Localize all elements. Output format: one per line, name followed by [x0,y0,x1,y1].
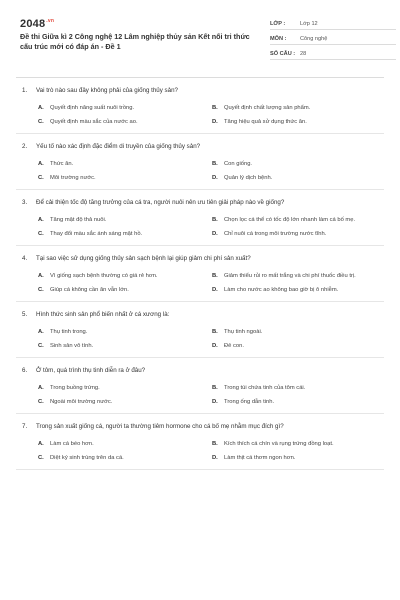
option-text: Chỉ nuôi cá trong môi trường nước tĩnh. [224,230,327,237]
option-letter: B. [212,217,218,223]
answer-option[interactable] [212,272,384,281]
header-divider [16,77,384,78]
options-grid [16,440,384,462]
option-text: Thay đổi màu sắc ánh sáng mặt hồ. [50,230,143,237]
options-grid [16,216,384,238]
option-letter: C. [38,342,44,349]
answer-option[interactable] [38,342,210,351]
answer-option[interactable] [212,328,384,337]
answer-option[interactable] [38,118,210,127]
answer-option[interactable] [212,118,384,127]
answer-option[interactable] [38,272,210,281]
question-text [16,254,384,263]
answer-option[interactable] [212,230,384,239]
logo-suffix: .vn [46,18,55,25]
question-text [16,198,384,207]
question-number: 3. [22,199,28,206]
option-letter: A. [38,385,44,391]
option-text: Trong túi chứa tinh của tôm cái. [224,385,306,391]
question-stem: Vai trò nào sau đây không phải của giống thủy sản? [36,87,178,94]
question-text [16,366,384,375]
option-text: Thụ tinh trong. [50,329,88,335]
option-text: Giảm thiểu rủi ro mất trắng và chi phí thuốc điều trị. [224,273,356,279]
option-letter: D. [212,118,218,125]
question-stem: Trong sản xuất giống cá, người ta thường tiêm hormone cho cá bố mẹ nhằm mục đích gì? [36,423,284,430]
answer-option[interactable] [212,160,384,169]
question-text [16,86,384,95]
options-grid [16,328,384,350]
answer-option[interactable] [38,104,210,113]
meta-value: 28 [300,50,307,57]
option-letter: B. [212,273,218,279]
exam-title: Đề thi Giữa kì 2 Công nghệ 12 Lâm nghiệp thủy sản Kết nối tri thức cấu trúc mới có đáp án - Đề 1 [20,32,250,51]
option-text: Thụ tinh ngoài. [224,329,263,335]
question-item [16,366,384,414]
answer-option[interactable] [38,174,210,183]
question-item [16,142,384,190]
option-letter: D. [212,286,218,293]
option-letter: C. [38,454,44,461]
question-number: 7. [22,423,28,430]
meta-key: LỚP : [270,20,286,27]
option-letter: C. [38,398,44,405]
question-stem: Tại sao việc sử dụng giống thủy sản sạch bệnh lại giúp giảm chi phí sản xuất? [36,255,251,262]
option-letter: A. [38,329,44,335]
question-stem: Ở tôm, quá trình thụ tinh diễn ra ở đâu? [36,367,146,374]
option-letter: B. [212,105,218,111]
question-item [16,422,384,470]
answer-option[interactable] [38,160,210,169]
answer-option[interactable] [212,174,384,183]
question-number: 2. [22,143,28,150]
answer-option[interactable] [212,342,384,351]
options-grid [16,104,384,126]
options-grid [16,384,384,406]
question-list [16,86,384,470]
exam-header [16,14,384,74]
meta-row [270,33,396,45]
option-text: Chọn lọc cá thể có tốc độ lớn nhanh làm cá bố mẹ. [224,217,356,223]
option-text: Quyết định màu sắc của nước ao. [50,118,138,125]
answer-option[interactable] [38,216,210,225]
option-text: Thức ăn. [50,161,74,167]
answer-option[interactable] [38,398,210,407]
option-letter: A. [38,441,44,447]
option-text: Trong ống dẫn tinh. [224,398,275,405]
question-stem: Để cải thiện tốc độ tăng trưởng của cá tra, người nuôi nên ưu tiên giải pháp nào về giống? [36,199,285,206]
answer-option[interactable] [38,454,210,463]
question-text [16,422,384,431]
option-letter: C. [38,286,44,293]
question-item [16,310,384,358]
option-letter: D. [212,230,218,237]
option-text: Kích thích cá chín và rụng trứng đồng loạt. [224,441,334,447]
question-separator [16,413,384,414]
option-letter: B. [212,441,218,447]
option-text: Con giống. [224,161,253,167]
question-number: 4. [22,255,28,262]
option-letter: A. [38,273,44,279]
question-number: 6. [22,367,28,374]
answer-option[interactable] [212,440,384,449]
answer-option[interactable] [212,104,384,113]
meta-value: Công nghệ [300,35,328,42]
question-separator [16,469,384,470]
option-letter: D. [212,174,218,181]
option-text: Làm cho nước ao không bao giờ bị ô nhiễm. [224,286,339,293]
option-text: Quyết định năng suất nuôi trồng. [50,105,135,111]
question-separator [16,133,384,134]
answer-option[interactable] [212,398,384,407]
site-logo[interactable] [20,18,54,30]
option-letter: D. [212,454,218,461]
meta-value: Lớp 12 [300,20,318,27]
option-text: Đẻ con. [224,342,244,349]
options-grid [16,160,384,182]
answer-option[interactable] [212,216,384,225]
option-text: Vì giống sạch bệnh thường có giá rẻ hơn. [50,273,158,279]
option-letter: A. [38,105,44,111]
answer-option[interactable] [38,328,210,337]
answer-option[interactable] [212,384,384,393]
option-text: Làm thịt cá thơm ngon hơn. [224,454,296,461]
option-text: Trong buồng trứng. [50,385,100,391]
meta-key: SỐ CÂU : [270,50,296,57]
options-grid [16,272,384,294]
question-item [16,198,384,246]
option-text: Quản lý dịch bệnh. [224,174,273,181]
option-letter: B. [212,385,218,391]
question-item [16,254,384,302]
option-letter: D. [212,342,218,349]
question-stem: Hình thức sinh sản phổ biến nhất ở cá xương là: [36,311,170,318]
option-letter: D. [212,398,218,405]
question-item [16,86,384,134]
option-text: Tăng mật độ thả nuôi. [50,217,107,223]
question-number: 1. [22,87,28,94]
option-text: Làm cá béo hơn. [50,441,94,447]
option-text: Sinh sản vô tính. [50,342,94,349]
option-text: Môi trường nước. [50,174,96,181]
question-stem: Yếu tố nào xác định đặc điểm di truyền của giống thủy sản? [36,143,201,150]
option-letter: C. [38,118,44,125]
answer-option[interactable] [38,440,210,449]
option-text: Ngoài môi trường nước. [50,398,113,405]
logo-text: 2048 [20,18,46,30]
exam-meta [270,18,396,63]
option-letter: C. [38,230,44,237]
option-letter: C. [38,174,44,181]
question-number: 5. [22,311,28,318]
option-text: Tăng hiệu quả sử dụng thức ăn. [224,118,307,125]
option-text: Giúp cá không cần ăn vẫn lớn. [50,286,129,293]
option-text: Quyết định chất lượng sản phẩm. [224,105,311,111]
question-separator [16,357,384,358]
question-separator [16,301,384,302]
answer-option[interactable] [38,286,210,295]
option-letter: B. [212,329,218,335]
answer-option[interactable] [38,384,210,393]
meta-row [270,48,396,60]
option-letter: B. [212,161,218,167]
option-text: Diệt ký sinh trùng trên da cá. [50,454,124,461]
meta-row [270,18,396,30]
question-text [16,142,384,151]
answer-option[interactable] [212,286,384,295]
question-separator [16,245,384,246]
answer-option[interactable] [38,230,210,239]
meta-key: MÔN : [270,35,287,42]
option-letter: A. [38,217,44,223]
answer-option[interactable] [212,454,384,463]
question-text [16,310,384,319]
option-letter: A. [38,161,44,167]
question-separator [16,189,384,190]
